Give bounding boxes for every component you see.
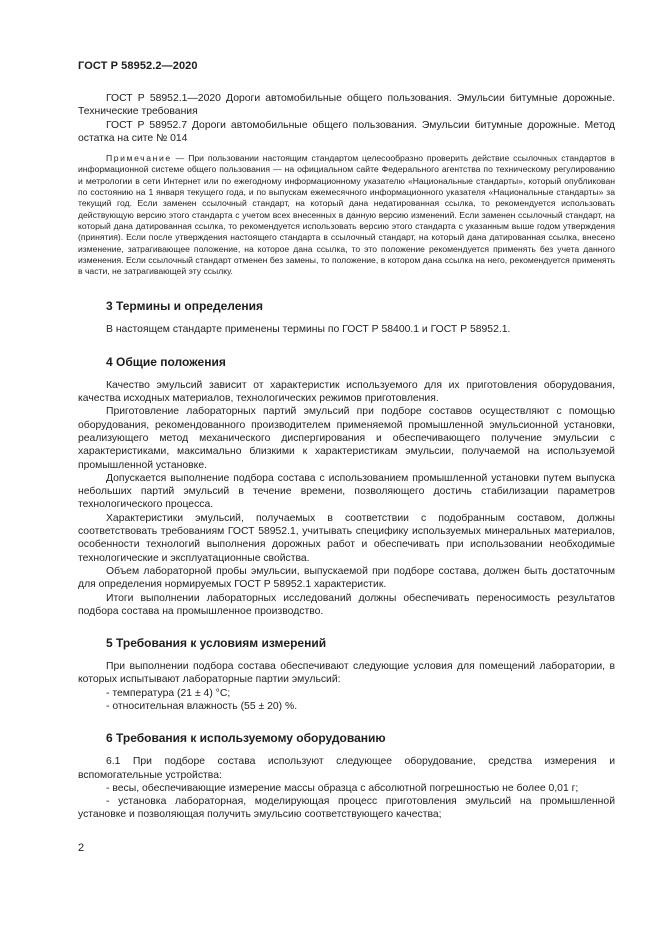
- section-6-intro: 6.1 При подборе состава используют следующее оборудование, средства измерения и вспомогательные устройства:: [78, 756, 615, 781]
- reference-item: ГОСТ Р 58952.1—2020 Дороги автомобильные общего пользования. Эмульсии битумные дорожные. Технические требования: [78, 93, 615, 118]
- page-content: [78, 92, 615, 822]
- section-4-title: 4 Общие положения: [106, 354, 226, 369]
- section-4-paragraph: Объем лабораторной пробы эмульсии, выпускаемой при подборе состава, должен быть достаточным для определения нормируемых ГОСТ Р 58952.1 характеристик.: [78, 565, 615, 591]
- note-paragraph: [78, 153, 615, 277]
- section-5-list-item: - температура (21 ± 4) °С;: [106, 687, 231, 699]
- section-4-paragraph: Характеристики эмульсий, получаемых в соответствии с подобранным составом, должны соответствовать требованиям ГОСТ 58952.1, учитывать специфику используемых минеральных материалов, особенности технологий выполнения дорожных работ и обеспечивать при использовании необходимые технологические и эксплуатационные свойства.: [78, 512, 615, 564]
- section-3-text: В настоящем стандарте применены термины по ГОСТ Р 58400.1 и ГОСТ Р 58952.1.: [106, 324, 511, 336]
- section-6-list-item: - весы, обеспечивающие измерение массы образца с абсолютной погрешностью не более 0,01 г;: [106, 782, 579, 794]
- page-number: 2: [78, 842, 85, 854]
- section-4-paragraph: Приготовление лабораторных партий эмульсий при подборе составов осуществляют с помощью оборудования, рекомендованного производителем применяемой промышленной эмульсионной установки, реализующего метод механического диспергирования и обеспечивающего получение эмульсии с характеристиками, максимально близкими к характеристикам эмульсии, получаемой на используемой промышленной установке.: [78, 406, 615, 471]
- section-3-title: 3 Термины и определения: [106, 299, 264, 314]
- document-code-header: ГОСТ Р 58952.2—2020: [78, 60, 198, 72]
- section-4-paragraph: Итоги выполнении лабораторных исследований должны обеспечивать переносимость результатов подбора состава на промышленное производство.: [78, 592, 615, 617]
- note-text: — При пользовании настоящим стандартом целесообразно проверить действие ссылочных стандартов в информационной системе общего пользования — на официальном сайте Федерального агентства по техническому регулированию и метрологии в сети Интернет или по ежегодному информационному указателю «Национальные стандарты», который опубликован по состоянию на 1 января текущего года, и по выпускам ежемесячного информационного указателя «Национальные стандарты» за текущий год. Если заменен ссылочный стандарт, на который дана недатированная ссылка, то рекомендуется использовать действующую версию этого стандарта с учетом всех внесенных в данную версию изменений. Если заменен ссылочный стандарт, на который дана датированная ссылка, то рекомендуется использовать версию этого стандарта с указанным выше годом утверждения (принятия). Если после утверждения настоящего стандарта в ссылочный стандарт, на который дана датированная ссылка, внесено изменение, затрагивающее положение, на которое дана ссылка, то это положение рекомендуется применять без учета данного изменения. Если ссылочный стандарт отменен без замены, то положение, в котором дана ссылка на него, рекомендуется применять в части, не затрагивающей эту ссылку.: [78, 153, 615, 277]
- section-5-intro: При выполнении подбора состава обеспечивают следующие условия для помещений лаборатории, в которых испытывают лабораторные партии эмульсий:: [78, 661, 615, 686]
- section-5-title: 5 Требования к условиям измерений: [106, 636, 327, 651]
- reference-item: ГОСТ Р 58952.7 Дороги автомобильные общего пользования. Эмульсии битумные дорожные. Метод остатка на сите № 014: [78, 119, 615, 144]
- section-5-list-item: - относительная влажность (55 ± 20) %.: [106, 700, 298, 712]
- section-4-paragraph: Допускается выполнение подбора состава с использованием промышленной установки путем выпуска небольших партий эмульсий в течение времени, позволяющего достичь стабилизации параметров технологического процесса.: [78, 472, 615, 511]
- section-4-paragraph: Качество эмульсий зависит от характеристик используемого для их приготовления оборудования, качества исходных материалов, технологических режимов приготовления.: [78, 379, 615, 405]
- note-label: Примечание: [106, 153, 172, 164]
- section-6-list-item: - установка лабораторная, моделирующая процесс приготовления эмульсий на промышленной установке и позволяющая получить эмульсию соответствующего качества;: [78, 796, 615, 821]
- section-6-title: 6 Требования к используемому оборудованию: [106, 731, 386, 746]
